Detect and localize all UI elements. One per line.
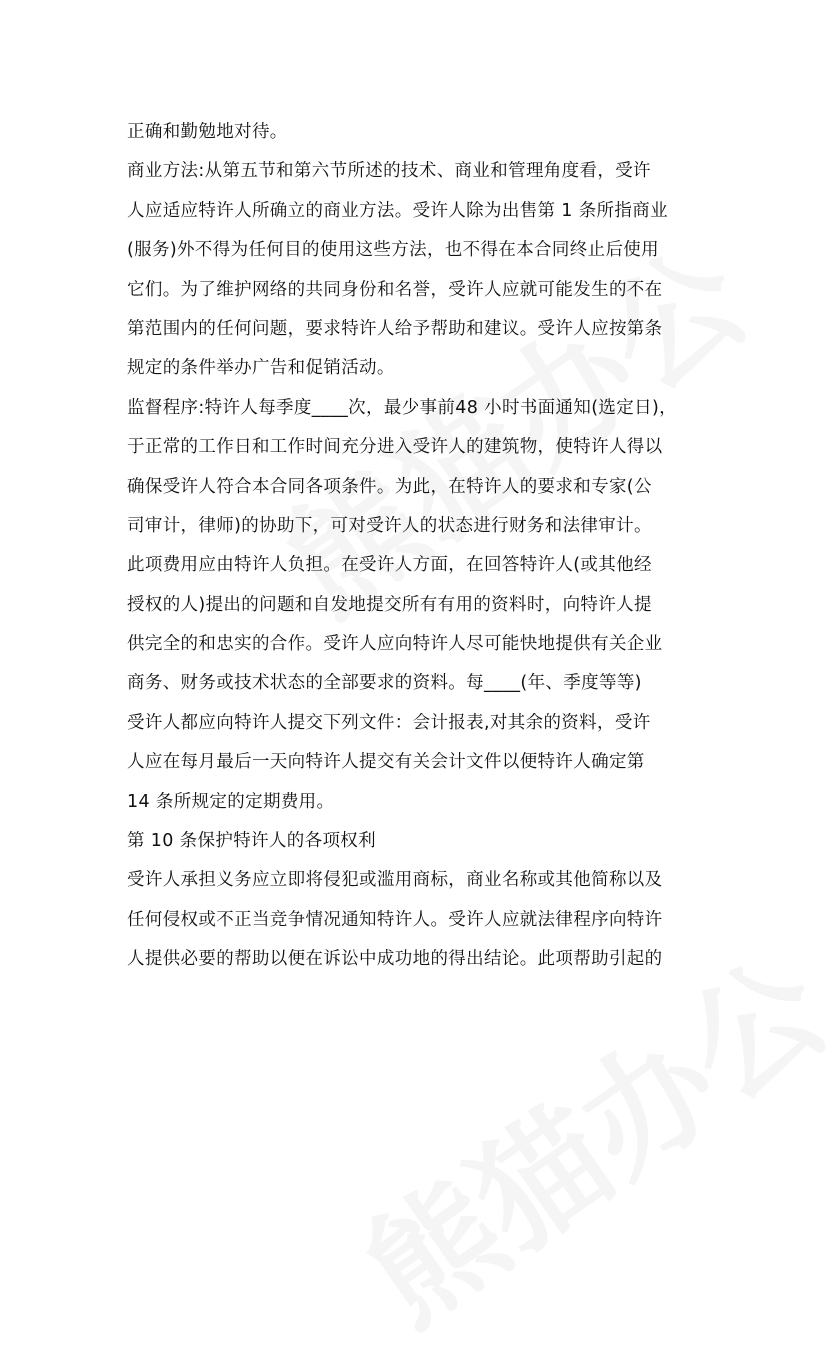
text-line: 于正常的工作日和工作时间充分进入受许人的建筑物，使特许人得以 (127, 437, 663, 458)
text-line: 确保受许人符合本合同各项条件。为此，在特许人的要求和专家(公 (127, 476, 652, 497)
section-heading: 第 10 条保护特许人的各项权利 (127, 831, 376, 852)
text-line: 人提供必要的帮助以便在诉讼中成功地的得出结论。此项帮助引起的 (127, 949, 663, 970)
text-line: 司审计，律师)的协助下，可对受许人的状态进行财务和法律审计。 (127, 515, 652, 536)
text-line: 规定的条件举办广告和促销活动。 (127, 358, 395, 379)
text-line: 任何侵权或不正当竞争情况通知特许人。受许人应就法律程序向特许 (127, 909, 663, 930)
text-line: (服务)外不得为任何目的使用这些方法，也不得在本合同终止后使用 (127, 240, 660, 261)
text-line: 人应在每月最后一天向特许人提交有关会计文件以便特许人确定第 (127, 752, 645, 773)
text-line: 14 条所规定的定期费用。 (127, 791, 335, 812)
text-line: 商务、财务或技术状态的全部要求的资料。每____(年、季度等等) (127, 673, 642, 694)
text-line: 监督程序:特许人每季度____次，最少事前48 小时书面通知(选定日)， (127, 397, 677, 418)
text-line: 受许人都应向特许人提交下列文件：会计报表,对其余的资料，受许 (127, 712, 651, 733)
document-page (127, 113, 717, 980)
text-line: 商业方法:从第五节和第六节所述的技术、商业和管理角度看，受许 (127, 161, 651, 182)
text-line: 授权的人)提出的问题和自发地提交所有有用的资料时，向特许人提 (127, 594, 652, 615)
text-line: 正确和勤勉地对待。 (127, 122, 288, 142)
text-line: 供完全的和忠实的合作。受许人应向特许人尽可能快地提供有关企业 (127, 634, 663, 655)
text-line: 它们。为了维护网络的共同身份和名誉，受许人应就可能发生的不在 (127, 279, 663, 300)
text-line: 此项费用应由特许人负担。在受许人方面，在回答特许人(或其他经 (127, 555, 652, 576)
text-line: 第范围内的任何问题，要求特许人给予帮助和建议。受许人应按第条 (127, 318, 663, 339)
text-line: 受许人承担义务应立即将侵犯或滥用商标，商业名称或其他简称以及 (127, 870, 663, 891)
text-line: 人应适应特许人所确立的商业方法。受许人除为出售第 1 条所指商业 (127, 200, 668, 221)
